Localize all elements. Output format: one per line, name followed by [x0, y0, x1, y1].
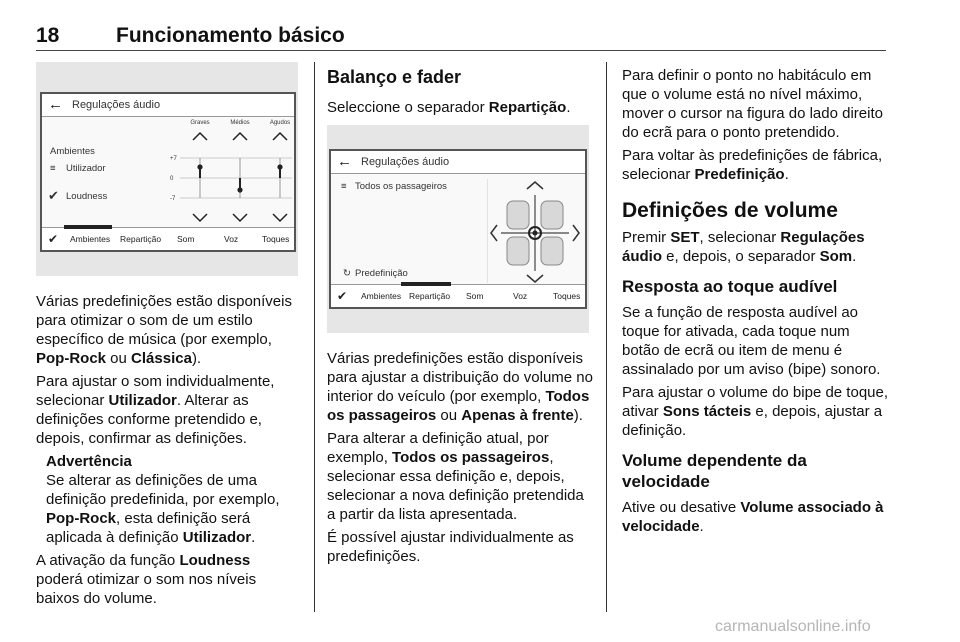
- figure-equalizer-screen: [36, 62, 298, 276]
- figure-balance-screen: [327, 125, 589, 333]
- seat-front-left: [507, 201, 529, 229]
- slider-knob: [197, 164, 202, 169]
- scale-label: 0: [170, 176, 174, 182]
- seat-front-right: [541, 201, 563, 229]
- tab-toques[interactable]: Toques: [262, 234, 290, 244]
- paragraph-max-volume-point: Para definir o ponto no habitáculo em que o volume está no nível máximo, mover o cursor na figura do lado direito do ecrã para o ponto pretendido.: [622, 67, 883, 141]
- chevron-down-icon: [193, 214, 207, 221]
- band-label: Agudos: [269, 120, 291, 126]
- paragraph-touch-feedback: Se a função de resposta audível ao toque for ativada, cada toque num botão de ecrã ou item de menu é assinalado por um aviso (bipe) sonoro.: [622, 304, 881, 378]
- list-icon: ≡: [341, 181, 347, 192]
- chevron-up-icon: [273, 133, 287, 140]
- tab-som[interactable]: Som: [177, 234, 195, 244]
- chevron-left-icon: [491, 225, 497, 241]
- back-arrow-icon[interactable]: ←: [337, 153, 352, 170]
- seat-rear-left: [507, 237, 529, 265]
- balance-title: Regulações áudio: [361, 156, 450, 168]
- paragraph-adjust-presets: É possível ajustar individualmente as predefinições.: [327, 529, 574, 565]
- paragraph-custom: Para ajustar o som individualmente, selecionar Utilizador. Alterar as definições conforme pretendido e, depois, confirmar as definições.: [36, 373, 275, 447]
- page-title: Funcionamento básico: [116, 24, 345, 47]
- chevron-down-icon: [233, 214, 247, 221]
- paragraph-factory-reset: Para voltar às predefinições de fábrica, selecionar Predefinição.: [622, 147, 883, 183]
- preset-item-all-passengers[interactable]: Todos os passageiros: [355, 181, 447, 192]
- slider-knob: [237, 187, 242, 192]
- paragraph-beep-volume: Para ajustar o volume do bipe de toque, ativar Sons tácteis e, depois, ajustar a definição.: [622, 384, 889, 439]
- sidebar-item-loudness[interactable]: Loudness: [66, 191, 108, 202]
- band-label: Médios: [230, 120, 250, 126]
- slider-knob: [277, 164, 282, 169]
- balance-tab-bar: [331, 284, 585, 307]
- equalizer-panel: [40, 92, 296, 252]
- chevron-down-icon: [273, 214, 287, 221]
- paragraph-loudness: A ativação da função Loudness poderá otimizar o som nos níveis baixos do volume.: [36, 552, 257, 607]
- warning-note: Advertência Se alterar as definições de uma definição predefinida, por exemplo, Pop-Rock, esta definição será aplicada à definição Utilizador.: [36, 452, 300, 547]
- column-2-top: [327, 66, 595, 121]
- page-number: 18: [36, 24, 60, 47]
- paragraph-volume-nav: Premir SET, selecionar Regulações áudio e, depois, o separador Som.: [622, 229, 865, 265]
- column-1: [36, 292, 300, 612]
- scale-label: -7: [170, 196, 176, 202]
- scale-label: +7: [170, 156, 177, 162]
- tab-ambientes[interactable]: Ambientes: [70, 234, 111, 244]
- column-3: [622, 66, 888, 540]
- tab-som[interactable]: Som: [466, 291, 484, 301]
- chevron-up-icon: [193, 133, 207, 140]
- paragraph-change-setting: Para alterar a definição atual, por exemplo, Todos os passageiros, selecionar essa definição e, depois, selecionar a nova definição pretendida a partir da lista apresentada.: [327, 430, 584, 523]
- tab-toques[interactable]: Toques: [553, 291, 581, 301]
- balance-panel: [329, 149, 587, 309]
- chevron-right-icon: [573, 225, 579, 241]
- equalizer-tab-bar: [42, 227, 294, 250]
- reset-icon: ↻: [343, 268, 351, 279]
- column-divider-1: [314, 62, 315, 612]
- check-icon: ✔: [48, 188, 59, 203]
- balance-title-bar: [331, 151, 585, 174]
- tab-voz[interactable]: Voz: [224, 234, 239, 244]
- confirm-check-icon[interactable]: ✔: [337, 289, 348, 303]
- seat-rear-right: [541, 237, 563, 265]
- confirm-check-icon[interactable]: ✔: [48, 232, 59, 246]
- chevron-down-icon: [527, 275, 543, 282]
- heading-volume-settings: Definições de volume: [622, 199, 838, 222]
- paragraph-presets: Várias predefinições estão disponíveis para otimizar o som de um estilo específico de música (por exemplo, Pop-Rock ou Clássica).: [36, 293, 292, 367]
- equalizer-title: Regulações áudio: [72, 99, 161, 111]
- sidebar-item-utilizador[interactable]: Utilizador: [66, 163, 106, 174]
- reset-button[interactable]: Predefinição: [355, 268, 408, 279]
- band-label: Graves: [190, 120, 210, 126]
- tab-reparticao[interactable]: Repartição: [409, 291, 451, 301]
- sidebar-item-ambientes[interactable]: Ambientes: [50, 146, 95, 157]
- paragraph-select-tab: Seleccione o separador Repartição.: [327, 99, 571, 116]
- header-rule: [36, 50, 886, 51]
- watermark-footer: carmanualsonline.info: [715, 618, 871, 635]
- car-seat-diagram[interactable]: [487, 179, 583, 283]
- warning-title: Advertência: [46, 453, 132, 470]
- tab-reparticao[interactable]: Repartição: [120, 234, 162, 244]
- column-divider-2: [606, 62, 607, 612]
- equalizer-sliders[interactable]: [170, 118, 292, 226]
- heading-balance-fader: Balanço e fader: [327, 67, 462, 87]
- chevron-up-icon: [527, 182, 543, 189]
- chevron-up-icon: [233, 133, 247, 140]
- paragraph-distribution-presets: Várias predefinições estão disponíveis para ajustar a distribuição do volume no interior do veículo (por exemplo, Todos os passageiros ou Apenas à frente).: [327, 350, 593, 424]
- column-2-bottom: [327, 349, 595, 570]
- tab-ambientes[interactable]: Ambientes: [361, 291, 402, 301]
- heading-touch-feedback: Resposta ao toque audível: [622, 277, 838, 296]
- paragraph-speed-volume: Ative ou desative Volume associado à velocidade.: [622, 499, 884, 535]
- equalizer-title-bar: [42, 94, 294, 117]
- tab-voz[interactable]: Voz: [513, 291, 528, 301]
- back-arrow-icon[interactable]: ←: [48, 96, 63, 113]
- heading-speed-volume: Volume dependente da velocidade: [622, 451, 807, 491]
- list-icon: ≡: [50, 163, 56, 174]
